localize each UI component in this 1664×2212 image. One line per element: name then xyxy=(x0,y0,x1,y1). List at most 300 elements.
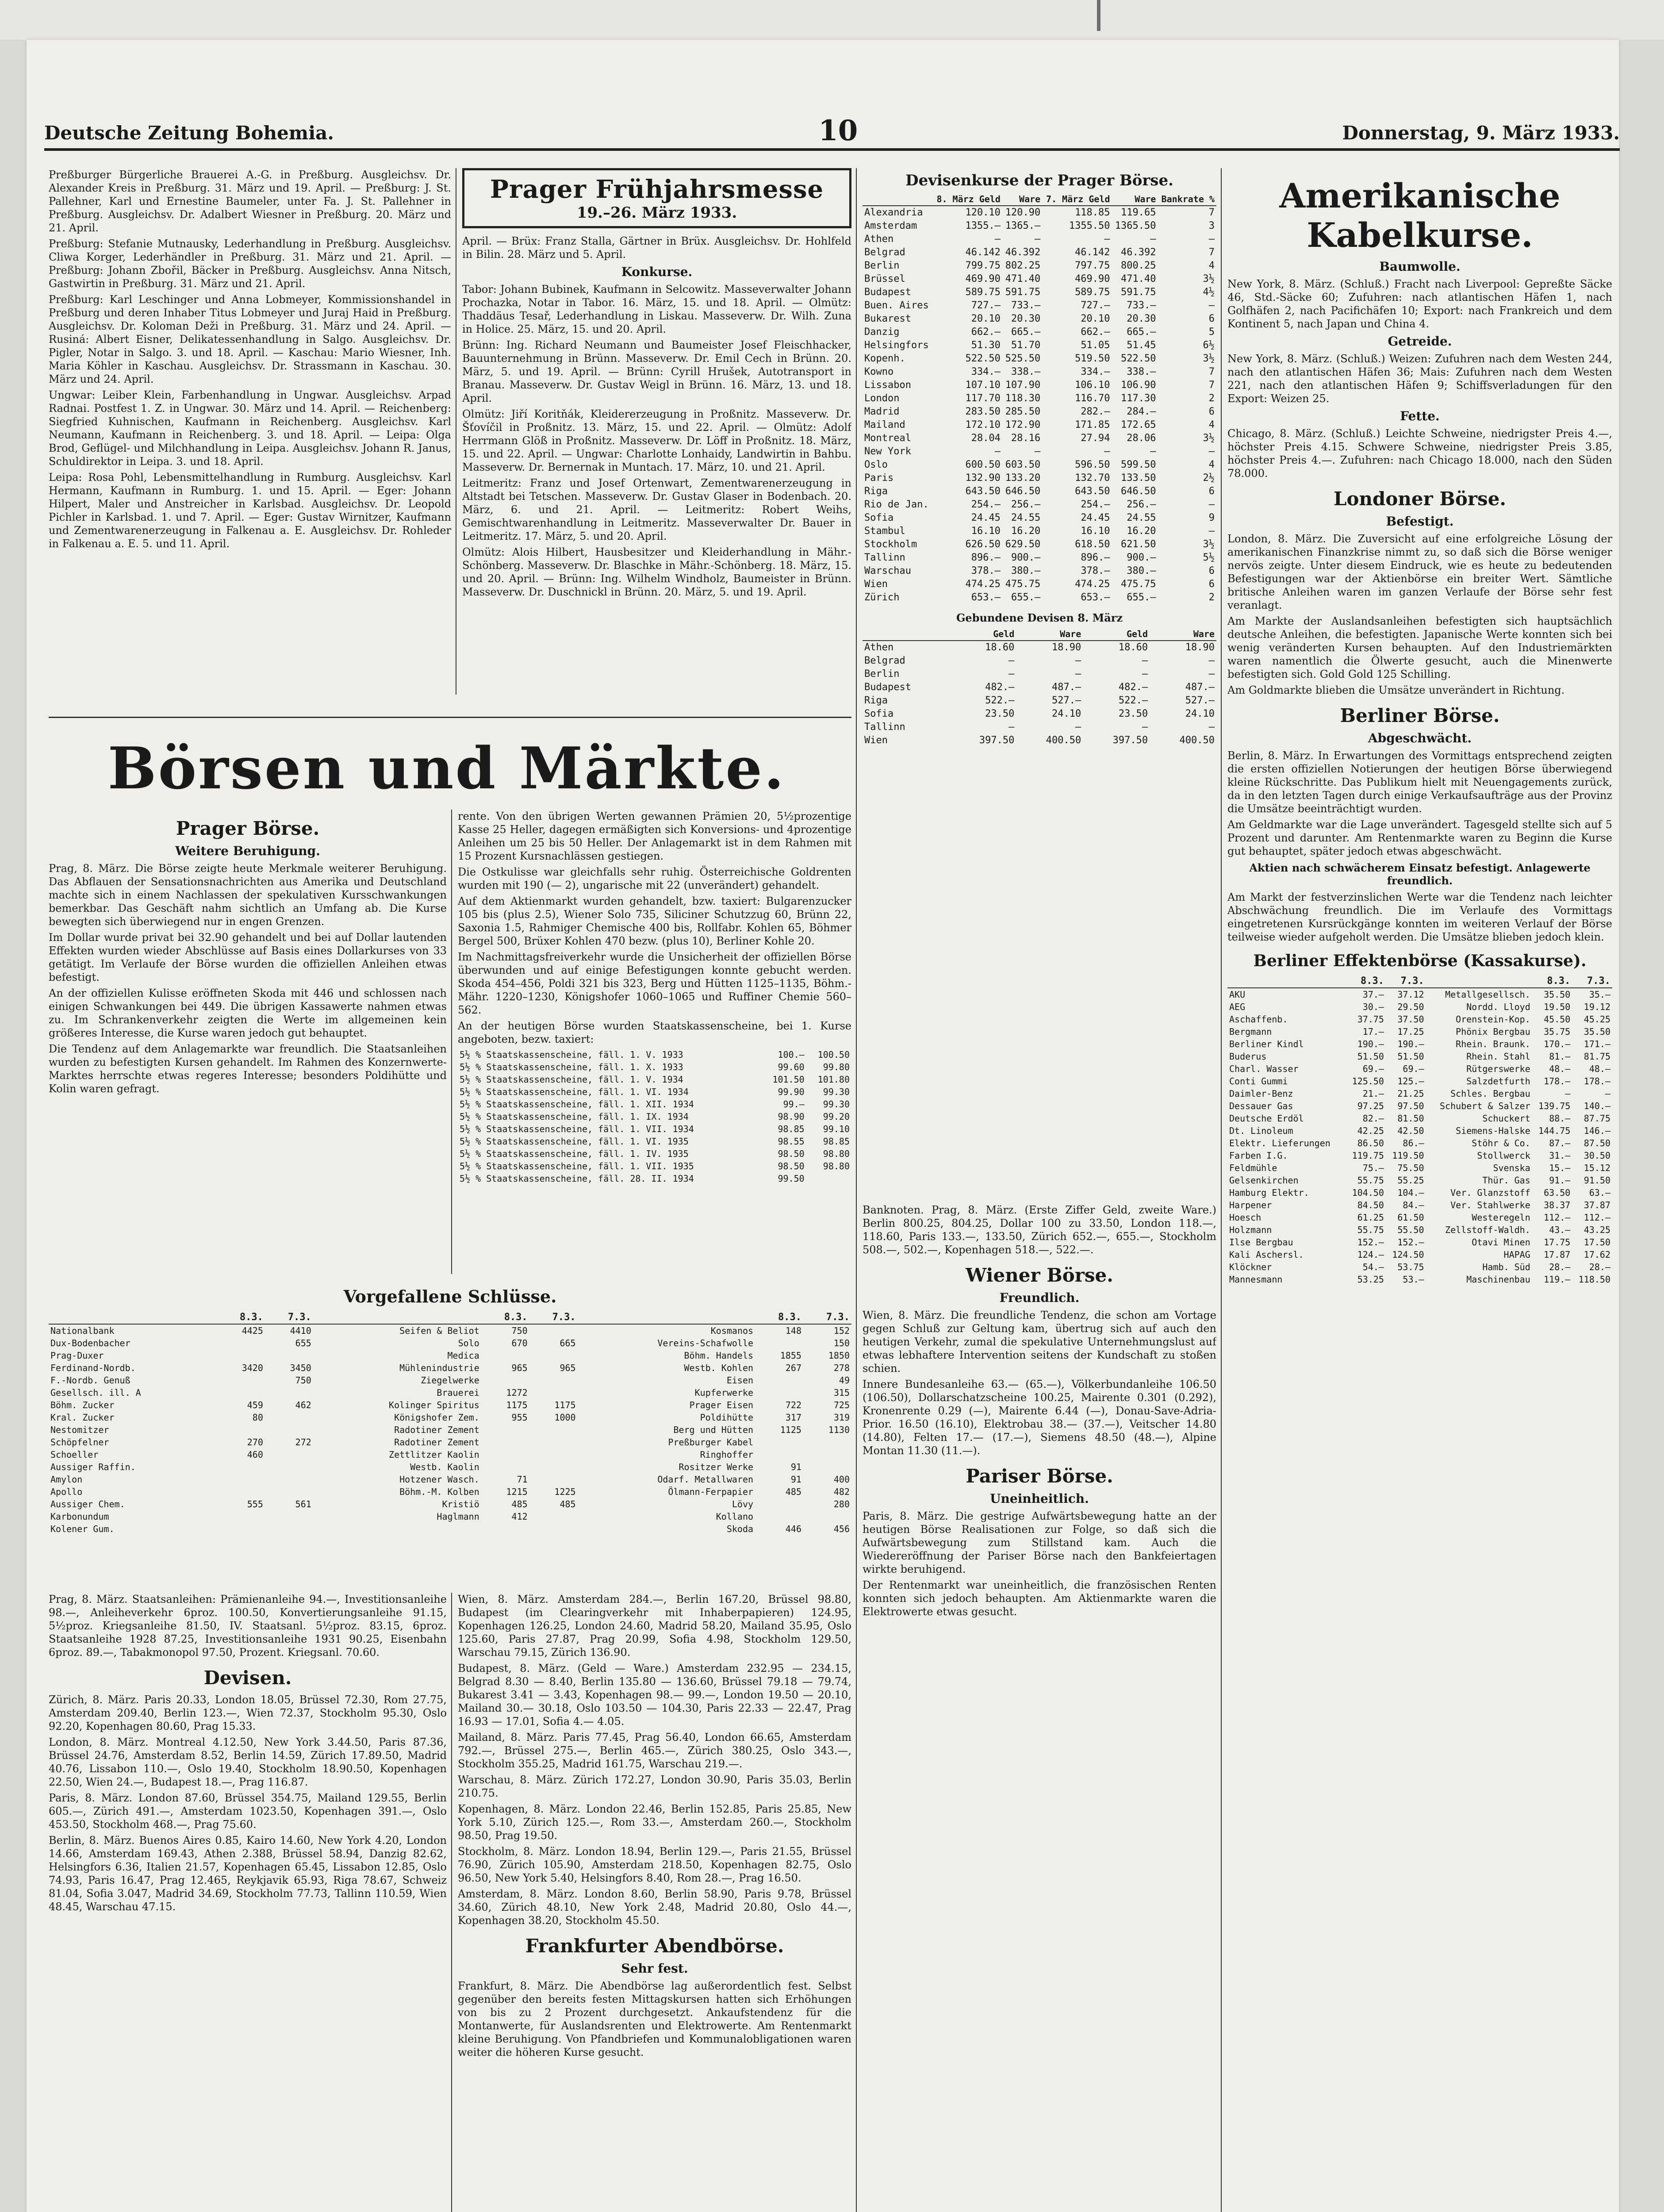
table-cell: 1130 xyxy=(828,1425,850,1435)
table-cell xyxy=(265,1486,313,1498)
table-cell xyxy=(217,1510,265,1523)
column-header xyxy=(578,1311,755,1324)
table-cell: Brüssel xyxy=(864,273,905,284)
table-cell: 338.— xyxy=(1127,366,1156,377)
effekten-row xyxy=(1227,1125,1612,1137)
table-cell xyxy=(755,1498,803,1510)
table-cell: Madrid xyxy=(864,406,900,417)
table-cell: 28.— xyxy=(1549,1262,1571,1272)
table-cell: 99.60 xyxy=(778,1062,805,1072)
table-cell xyxy=(755,1337,803,1349)
effekten-row xyxy=(1227,1224,1612,1236)
table-cell: — xyxy=(1208,668,1215,680)
table-cell: 46.392 xyxy=(1005,247,1041,258)
gebundene-devisen-title: Gebundene Devisen 8. März xyxy=(956,611,1123,624)
table-cell: Kali Aschersl. xyxy=(1229,1249,1304,1260)
table-cell xyxy=(217,1337,265,1349)
table-cell: 3½ xyxy=(1203,433,1215,444)
table-cell: Amylon xyxy=(50,1474,83,1485)
table-cell: Buderus xyxy=(1229,1051,1267,1062)
table-cell: Haglmann xyxy=(437,1511,479,1522)
table-cell: Rositzer Werke xyxy=(679,1462,754,1472)
column-header xyxy=(1227,975,1346,988)
table-cell: 35.— xyxy=(1589,989,1610,1000)
devisen-title: Devisen. xyxy=(203,1667,292,1689)
schluesse-row xyxy=(49,1510,851,1523)
page-header xyxy=(44,113,1620,151)
table-cell xyxy=(265,1510,313,1523)
table-cell xyxy=(217,1473,265,1486)
table-cell: 51.50 xyxy=(1357,1051,1384,1062)
table-cell: 1355.50 xyxy=(1069,220,1110,231)
table-cell: 21.25 xyxy=(1397,1088,1424,1099)
table-cell: 6 xyxy=(1208,565,1215,576)
column-2-prager-continued xyxy=(458,810,851,1274)
prager-paragraph: Im Dollar wurde privat bei 32.90 gehandelt und bei auf Dollar lautenden Effekten wurden wieder Abschlüsse auf Basis eines Dollarkurses von 33 getätigt. Im Verlaufe der Börse wurden die offiziellen Anleihen etwas befestigt. xyxy=(49,931,447,983)
pariser-paragraph: Der Rentenmarkt war uneinheitlich, die französischen Renten konnten sich jedoch behaupten. Am Aktienmarkte waren die Elektrowerte etwas gesucht. xyxy=(863,1579,1216,1618)
table-cell: 15.12 xyxy=(1583,1163,1610,1173)
table-cell: 170.— xyxy=(1544,1039,1571,1049)
table-cell: 603.50 xyxy=(1005,459,1041,470)
table-cell: 99.— xyxy=(783,1099,805,1110)
table-cell: Prager Eisen xyxy=(689,1400,754,1410)
table-cell: 5½ % Staatskassenscheine, fäll. 1. VII. 1934 xyxy=(460,1124,694,1134)
devisen-row xyxy=(863,273,1216,286)
table-cell: 522.— xyxy=(1118,695,1148,706)
effekten-row xyxy=(1227,1211,1612,1224)
table-cell: 6 xyxy=(1208,579,1215,590)
column-header: 8.3. xyxy=(1346,975,1386,988)
table-cell: 670 xyxy=(511,1338,528,1348)
column-header: Geld xyxy=(1083,628,1150,641)
table-cell: 117.30 xyxy=(1120,393,1156,404)
table-cell: 75.50 xyxy=(1397,1163,1424,1173)
column-header: Bankrate % xyxy=(1158,193,1216,206)
devisen-row xyxy=(863,591,1216,604)
table-cell: 278 xyxy=(833,1363,850,1373)
table-cell: 797.75 xyxy=(1075,260,1110,271)
schluesse-header-row xyxy=(49,1311,851,1324)
londoner-boerse-subtitle: Befestigt. xyxy=(1386,514,1454,529)
devisen-row xyxy=(863,339,1216,352)
table-cell: 171.— xyxy=(1583,1039,1610,1049)
table-cell: 655 xyxy=(295,1338,311,1348)
table-cell: 99.90 xyxy=(778,1087,805,1097)
devisen-row xyxy=(863,525,1216,538)
gebundene-row xyxy=(863,694,1216,707)
table-cell: 485 xyxy=(785,1486,801,1497)
effekten-row xyxy=(1227,1261,1612,1273)
table-cell: Nationalbank xyxy=(50,1325,115,1336)
table-cell: 282.— xyxy=(1081,406,1110,417)
table-cell: 81.75 xyxy=(1583,1051,1610,1062)
table-cell: 397.50 xyxy=(1112,735,1148,746)
table-cell: Kollano xyxy=(716,1511,754,1522)
table-cell: 81.— xyxy=(1549,1051,1571,1062)
table-cell: 5½ % Staatskassenscheine, fäll. 1. V. 1934 xyxy=(460,1074,683,1085)
table-cell: Schöpfelner xyxy=(50,1437,109,1448)
column-2-top xyxy=(462,168,851,695)
table-cell: 2 xyxy=(1208,592,1215,603)
table-cell: 172.90 xyxy=(1005,419,1041,430)
trade-fair-advertisement xyxy=(462,168,851,228)
londoner-paragraph: Am Markte der Auslandsanleihen befestigten sich hauptsächlich deutsche Anleihen, die befestigten. Japanische Werte konnten sich bei wenig veränderten Kursen behaupten. Auf den Industriemärkten waren namentlich die Ölwerte gesucht, auch die Minenwerte befestigten sich. Gold Gold 125 Schilling. xyxy=(1227,615,1612,680)
table-cell: Elektr. Lieferungen xyxy=(1229,1138,1330,1148)
table-cell: 139.75 xyxy=(1538,1101,1571,1111)
table-cell: Karbonundum xyxy=(50,1511,109,1522)
table-cell: 646.50 xyxy=(1005,486,1041,497)
table-cell: 132.90 xyxy=(965,472,1001,484)
table-cell: 51.70 xyxy=(1011,340,1041,351)
table-cell: — xyxy=(1605,1088,1610,1099)
table-cell: 99.50 xyxy=(778,1173,805,1184)
pariser-boerse-subtitle: Uneinheitlich. xyxy=(990,1491,1089,1506)
table-cell: 7 xyxy=(1208,207,1215,218)
table-cell: 4 xyxy=(1208,419,1215,430)
table-cell: 124.— xyxy=(1357,1249,1384,1260)
devisen-paragraph: London, 8. März. Montreal 4.12.50, New York 3.44.50, Paris 87.36, Brüssel 24.76, Amsterdam 8.52, Berlin 14.59, Zürich 17.89.50, Madrid 40.76, Lissabon 110.—, Oslo 19.40, Stockholm 18.90.50, Kopenhagen 22.50, Wien 24.—, Budapest 18.—, Prag 116.87. xyxy=(49,1736,447,1788)
gebundene-row xyxy=(863,681,1216,694)
gebundene-table-body xyxy=(863,641,1216,747)
table-cell: 317 xyxy=(785,1412,801,1423)
table-cell: Westb. Kohlen xyxy=(684,1363,754,1373)
column-rule xyxy=(1221,168,1222,2212)
column-header: Ware xyxy=(1016,628,1083,641)
effekten-header-row xyxy=(1227,975,1612,988)
table-cell: 46.142 xyxy=(1075,247,1110,258)
table-cell: 69.— xyxy=(1403,1064,1424,1074)
devisen-prag-title: Devisenkurse der Prager Börse. xyxy=(905,172,1173,189)
wiener-paragraph: Innere Bundesanleihe 63.— (65.—), Völkerbundanleihe 106.50 (106.50), Dollarschatzscheine 100.25, Mairente 0.301 (0.292), Kronenrente 0.29 (—), Mairente 6.44 (—), Donau-Save-Adria-Prior. 16.50 (16.10), Elektrobau 38.— (37.—), Veitscher 14.80 (14.80), Felten 17.— (17.—), Siemens 48.50 (48.—), Alpine Montan 11.30 (11.—). xyxy=(863,1378,1216,1457)
table-cell: 626.50 xyxy=(965,539,1001,550)
table-cell: 152.— xyxy=(1397,1237,1424,1248)
devisen-row xyxy=(863,538,1216,551)
table-cell xyxy=(529,1324,578,1337)
effekten-row xyxy=(1227,1187,1612,1199)
table-cell: 82.— xyxy=(1362,1113,1384,1124)
berliner-boerse-title: Berliner Börse. xyxy=(1340,705,1500,726)
table-cell: Buen. Aires xyxy=(864,300,929,311)
column-3-devisen xyxy=(863,168,1216,1199)
notice-paragraph: Preßburger Bürgerliche Brauerei A.-G. in Preßburg. Ausgleichsv. Dr. Alexander Kreis in Preßburg. 31. März und 19. April. — Preßburg: J. St. Pallehner, Karl und Ernestine Baumeler, unter Fa. J. St. Pallehner in Preßburg. Ausgleichsv. Dr. Adalbert Wiesner in Preßburg. 20. März und 21. April. xyxy=(49,169,451,234)
issue-date: Donnerstag, 9. März 1933. xyxy=(1342,122,1620,144)
table-cell: 3420 xyxy=(242,1363,263,1373)
notice-paragraph: Preßburg: Stefanie Mutnausky, Lederhandlung in Preßburg. Ausgleichsv. Cliwa Korger, Lederhändler in Preßburg. 31. März und 21. April. — Preßburg: Johann Zbořil, Bäcker in Preßburg. Ausgleichsv. Anna Nitsch, Gastwirtin in Preßburg. 31. März und 21. April. xyxy=(49,238,451,290)
table-cell: 112.— xyxy=(1544,1212,1571,1223)
table-cell: 6 xyxy=(1208,406,1215,417)
table-cell: Kolinger Spiritus xyxy=(389,1400,479,1410)
table-cell: 46.142 xyxy=(965,247,1001,258)
table-cell: Rütgerswerke xyxy=(1466,1064,1530,1074)
table-cell: 272 xyxy=(295,1437,311,1448)
exchange-paragraph: Budapest, 8. März. (Geld — Ware.) Amsterdam 232.95 — 234.15, Belgrad 8.30 — 8.40, Berlin 135.80 — 136.60, Brüssel 79.18 — 79.74, Bukarest 3.41 — 3.43, Kopenhagen 98.— 99.—, London 19.50 — 20.10, Mailand 30.— 30.18, Oslo 103.50 — 104.30, Paris 22.33 — 22.47, Prag 16.93 — 17.01, Sofia 4.— 4.05. xyxy=(458,1662,851,1728)
table-cell: Lissabon xyxy=(864,380,911,391)
effekten-row xyxy=(1227,1050,1612,1063)
table-cell xyxy=(217,1461,265,1473)
table-cell: 474.25 xyxy=(965,579,1001,590)
table-cell xyxy=(529,1448,578,1461)
table-cell xyxy=(265,1349,313,1362)
table-cell: — xyxy=(1142,722,1148,733)
table-cell: Salzdetfurth xyxy=(1466,1076,1530,1087)
table-cell: Riga xyxy=(864,486,888,497)
notice-paragraph: Olmütz: Alois Hilbert, Hausbesitzer und Kleiderhandlung in Mähr.-Schönberg. Masseverw. Dr. Blaschke in Mähr.-Schönberg. 18. März, 15. und 20. April. — Brünn: Ing. Wilhelm Windholz, Baumeister in Brünn. Masseverw. Dr. Duschnickl in Brünn. 20. März, 5. und 19. April. xyxy=(462,546,851,598)
devisen-row xyxy=(863,551,1216,565)
table-cell: 1215 xyxy=(506,1486,528,1497)
table-cell: — xyxy=(994,446,1001,457)
table-cell: Stollwerck xyxy=(1477,1150,1530,1161)
table-cell: 99.30 xyxy=(823,1087,850,1097)
devisen-row xyxy=(863,392,1216,405)
column-1-devisen xyxy=(49,1593,447,2212)
column-4 xyxy=(1227,168,1612,2212)
table-cell: 133.20 xyxy=(1005,472,1041,484)
table-cell: 285.50 xyxy=(1005,406,1041,417)
table-cell: Rhein. Braunk. xyxy=(1456,1039,1530,1049)
table-cell: 63.50 xyxy=(1544,1187,1571,1198)
table-cell: 24.10 xyxy=(1185,708,1215,719)
londoner-paragraph: Am Goldmarkte blieben die Umsätze unverändert in Richtung. xyxy=(1227,684,1565,696)
table-cell: Schubert & Salzer xyxy=(1440,1101,1530,1111)
table-cell: 7 xyxy=(1208,247,1215,258)
table-cell: 119.65 xyxy=(1120,207,1156,218)
table-cell: 43.25 xyxy=(1583,1225,1610,1235)
table-cell: 397.50 xyxy=(979,735,1015,746)
table-cell: 16.20 xyxy=(1127,526,1156,537)
table-cell: 120.10 xyxy=(965,207,1001,218)
gebundene-row xyxy=(863,654,1216,668)
table-cell: 646.50 xyxy=(1120,486,1156,497)
table-cell: Mailand xyxy=(864,419,905,430)
effekten-row xyxy=(1227,1162,1612,1174)
table-cell: 5½ % Staatskassenscheine, fäll. 1. V. 1933 xyxy=(460,1049,683,1060)
table-cell: Ferdinand-Nordb. xyxy=(50,1363,136,1373)
table-cell: 30.— xyxy=(1362,1002,1384,1012)
table-cell: — xyxy=(1075,655,1081,666)
table-cell: 1355.— xyxy=(965,220,1001,231)
vorgefallene-schluesse-title: Vorgefallene Schlüsse. xyxy=(343,1286,557,1306)
table-cell: 600.50 xyxy=(965,459,1001,470)
table-cell: 802.25 xyxy=(1005,260,1041,271)
table-cell: Warschau xyxy=(864,565,911,576)
table-cell: 100.50 xyxy=(817,1049,850,1060)
table-cell: 456 xyxy=(833,1524,850,1534)
table-cell: Oslo xyxy=(864,459,888,470)
table-cell: 485 xyxy=(511,1499,528,1509)
table-cell: 71 xyxy=(517,1474,528,1485)
amerikanische-kabelkurse-title: Amerikanische Kabelkurse. xyxy=(1279,176,1560,255)
column-header: 8.3. xyxy=(217,1311,265,1324)
table-cell xyxy=(481,1424,529,1436)
table-cell: Aussiger Raffin. xyxy=(50,1462,136,1472)
table-cell: 750 xyxy=(511,1325,528,1336)
table-cell: Tallinn xyxy=(864,722,905,733)
table-cell: 152 xyxy=(833,1325,850,1336)
table-cell: 45.25 xyxy=(1583,1014,1610,1025)
table-cell: 1365.— xyxy=(1005,220,1041,231)
table-cell: 5½ % Staatskassenscheine, fäll. 1. IX. 1934 xyxy=(460,1111,689,1122)
table-cell: 118.30 xyxy=(1005,393,1041,404)
table-cell: Vereins-Schafwolle xyxy=(657,1338,754,1348)
table-cell: 1272 xyxy=(506,1387,528,1398)
table-cell: Eisen xyxy=(726,1375,754,1386)
table-cell: 104.50 xyxy=(1352,1187,1384,1198)
table-cell: 6 xyxy=(1208,313,1215,324)
table-cell: 150 xyxy=(833,1338,850,1348)
table-cell: 591.75 xyxy=(1005,287,1041,298)
baumwolle-heading: Baumwolle. xyxy=(1379,259,1461,274)
schluesse-row xyxy=(49,1386,851,1399)
table-cell xyxy=(481,1523,529,1535)
table-cell xyxy=(265,1473,313,1486)
schluesse-row xyxy=(49,1498,851,1510)
table-cell: 42.50 xyxy=(1397,1125,1424,1136)
table-cell: 900.— xyxy=(1127,552,1156,563)
table-cell: 2 xyxy=(1208,393,1215,404)
table-cell: Mühlenindustrie xyxy=(399,1363,479,1373)
column-rule xyxy=(856,168,857,2212)
konkurse-heading: Konkurse. xyxy=(621,265,693,279)
table-cell: 400.50 xyxy=(1179,735,1215,746)
table-cell xyxy=(265,1523,313,1535)
wiener-paragraph: Wien, 8. März. Die freundliche Tendenz, die schon am Vortage gegen Schluß zur Geltung kam, übertrug sich auf auch den heutigen Verkehr, zumal die spekulative Unternehmungslust auf etwas lebhaftere Intervention seitens der Kundschaft zu stoßen schien. xyxy=(863,1309,1216,1375)
exchange-paragraph: Stockholm, 8. März. London 18.94, Berlin 129.—, Paris 21.55, Brüssel 76.90, Zürich 105.90, Amsterdam 218.50, Kopenhagen 82.75, Oslo 96.50, New York 5.40, Helsingfors 8.40, Rom 28.—, Prag 16.50. xyxy=(458,1845,851,1884)
devisen-row xyxy=(863,458,1216,472)
table-cell: 119.75 xyxy=(1352,1150,1384,1161)
table-cell: 643.50 xyxy=(1075,486,1110,497)
table-cell: Zettlitzer Kaolin xyxy=(389,1449,479,1460)
table-cell: 596.50 xyxy=(1075,459,1110,470)
table-cell: 17.25 xyxy=(1397,1026,1424,1037)
table-cell: Kupferwerke xyxy=(694,1387,754,1398)
table-cell: 45.50 xyxy=(1544,1014,1571,1025)
table-cell: 30.50 xyxy=(1583,1150,1610,1161)
table-cell: Böhm. Handels xyxy=(684,1350,754,1361)
table-cell: 338.— xyxy=(1011,366,1041,377)
table-cell: 106.10 xyxy=(1075,380,1110,391)
table-cell: 98.80 xyxy=(823,1161,850,1171)
table-cell: — xyxy=(1142,668,1148,680)
devisen-row xyxy=(863,432,1216,445)
table-cell: 24.45 xyxy=(1081,512,1110,523)
table-cell: 5½ % Staatskassenscheine, fäll. 1. X. 1933 xyxy=(460,1062,683,1072)
table-cell: 482.— xyxy=(1118,682,1148,693)
column-header: 7.3. xyxy=(265,1311,313,1324)
table-cell xyxy=(806,1172,851,1185)
table-cell: 37.— xyxy=(1362,989,1384,1000)
table-cell xyxy=(529,1523,578,1535)
column-header: Ware xyxy=(1112,193,1158,206)
table-cell: Sofia xyxy=(864,708,894,719)
table-cell: 459 xyxy=(247,1400,263,1410)
table-cell: 599.50 xyxy=(1120,459,1156,470)
table-cell: Bukarest xyxy=(864,313,911,324)
table-cell: 107.10 xyxy=(965,380,1001,391)
schluesse-row xyxy=(49,1473,851,1486)
table-cell: 51.30 xyxy=(971,340,1001,351)
table-cell: 55.50 xyxy=(1397,1225,1424,1235)
column-header xyxy=(313,1311,481,1324)
table-cell: 380.— xyxy=(1127,565,1156,576)
table-cell: 896.— xyxy=(971,552,1001,563)
table-cell: Nestomitzer xyxy=(50,1425,109,1435)
table-cell: 3450 xyxy=(290,1363,311,1373)
table-cell: 116.70 xyxy=(1075,393,1110,404)
table-cell: 119.50 xyxy=(1392,1150,1424,1161)
table-cell: 172.10 xyxy=(965,419,1001,430)
aktien-paragraph: Am Markt der festverzinslichen Werte war die Tendenz nach leichter Abschwächung freundlich. Die im Verlaufe des Vormittags eingetretenen Kursrückgänge konnten im weiteren Verlauf der Börse teilweise wieder aufgeholt werden. Die Umsätze blieben jedoch klein. xyxy=(1227,891,1612,943)
notice-paragraph: Leipa: Rosa Pohl, Lebensmittelhandlung in Rumburg. Ausgleichsv. Karl Hermann, Kaufmann in Rumburg. 1. und 15. April. — Eger: Johann Hilpert, Maler und Anstreicher in Karlsbad. Ausgleichsv. Dr. Leopold Pichler in Karlsbad. 1. und 7. April. — Eger: Gustav Wirnitzer, Kaufmann und Zementwarenerzeugung in Falkenau a. E. Ausgleichsv. Dr. Rohleder in Falkenau a. E. 5. und 11. April. xyxy=(49,471,451,550)
table-cell: 17.75 xyxy=(1544,1237,1571,1248)
table-cell: 18.90 xyxy=(1185,642,1215,653)
devisen-row xyxy=(863,326,1216,339)
table-cell: 18.60 xyxy=(1118,642,1148,653)
table-cell: Wien xyxy=(864,735,888,746)
table-cell: 589.75 xyxy=(1075,287,1110,298)
notice-paragraph: Olmütz: Jiří Koritňák, Kleidererzeugung in Proßnitz. Masseverw. Dr. Šťovíčil in Proßnitz. 13. März, 15. und 22. April. — Olmütz: Adolf Herrmann Glöß in Proßnitz. Masseverw. Dr. Löff in Proßnitz. 18. März, 15. und 22. April. — Ungwar: Charlotte Lonhaidy, Landwirtin in Bahbu. Masseverw. Dr. Bernernak in Muntach. 17. März, 10. und 21. April. xyxy=(462,408,851,473)
table-cell: 21.— xyxy=(1362,1088,1384,1099)
table-cell: Holzmann xyxy=(1229,1225,1272,1235)
table-cell xyxy=(265,1461,313,1473)
table-cell: 315 xyxy=(833,1387,850,1398)
devisen-table xyxy=(863,193,1216,604)
table-cell: 133.50 xyxy=(1120,472,1156,484)
ad-title: Prager Frühjahrsmesse xyxy=(490,175,824,204)
table-cell: 112.— xyxy=(1583,1212,1610,1223)
section-rule xyxy=(49,717,851,718)
kassenschein-row xyxy=(458,1160,851,1172)
table-cell: 35.50 xyxy=(1583,1026,1610,1037)
table-cell: 148 xyxy=(785,1325,801,1336)
effekten-row xyxy=(1227,1087,1612,1100)
table-cell: 16.20 xyxy=(1011,526,1041,537)
table-cell xyxy=(803,1448,851,1461)
effekten-row xyxy=(1227,1025,1612,1038)
table-cell: 19.12 xyxy=(1583,1002,1610,1012)
table-cell: 16.10 xyxy=(1081,526,1110,537)
devisen-row xyxy=(863,312,1216,326)
table-cell: 487.— xyxy=(1185,682,1215,693)
devisen-table-body xyxy=(863,206,1216,604)
table-cell: — xyxy=(1008,655,1015,666)
table-cell: 98.50 xyxy=(778,1148,805,1159)
table-cell xyxy=(755,1386,803,1399)
table-cell: Ölmann-Ferpapier xyxy=(668,1486,754,1497)
table-cell: Stambul xyxy=(864,526,905,537)
table-cell: 256.— xyxy=(1011,499,1041,510)
table-cell xyxy=(755,1448,803,1461)
table-cell: Ringhoffer xyxy=(700,1449,754,1460)
gebundene-row xyxy=(863,721,1216,734)
schluesse-row xyxy=(49,1486,851,1498)
table-cell: 107.90 xyxy=(1005,380,1041,391)
devisen-row xyxy=(863,472,1216,485)
gebundene-row xyxy=(863,668,1216,681)
table-cell: 51.45 xyxy=(1127,340,1156,351)
table-cell: 24.45 xyxy=(971,512,1001,523)
kassenschein-row xyxy=(458,1110,851,1123)
table-cell: 446 xyxy=(785,1524,801,1534)
devisen-paragraph: Zürich, 8. März. Paris 20.33, London 18.05, Brüssel 72.30, Rom 27.75, Amsterdam 209.40, Berlin 123.—, Wien 72.37, Stockholm 95.30, Oslo 92.20, Kopenhagen 80.60, Prag 15.33. xyxy=(49,1694,447,1732)
newspaper-name: Deutsche Zeitung Bohemia. xyxy=(44,122,334,144)
table-cell: Otavi Minen xyxy=(1472,1237,1530,1248)
notice-paragraph: Preßburg: Karl Leschinger und Anna Lobmeyer, Kommissionshandel in Preßburg und deren Inhaber Titus Lobmeyer und Juraj Haid in Preßburg. Ausgleichsv. Dr. Koloman Deži in Preßburg. 31. März und 24. April. — Rusiná: Albert Eisner, Delikatessenhandlung in Salgo. Ausgleichsv. Dr. Pigler, Notar in Salgo. 3. und 18. April. — Kaschau: Mario Wiesner, Inh. Maria Köhler in Kaschau. Ausgleichsv. Dr. Strassmann in Kaschau. 30. März und 24. April. xyxy=(49,293,451,385)
schluesse-row xyxy=(49,1448,851,1461)
table-cell: 5½ % Staatskassenscheine, fäll. 28. II. 1934 xyxy=(460,1173,694,1184)
table-cell: Dt. Linoleum xyxy=(1229,1125,1293,1136)
table-cell: 727.— xyxy=(1081,300,1110,311)
table-cell: 91.50 xyxy=(1583,1175,1610,1186)
